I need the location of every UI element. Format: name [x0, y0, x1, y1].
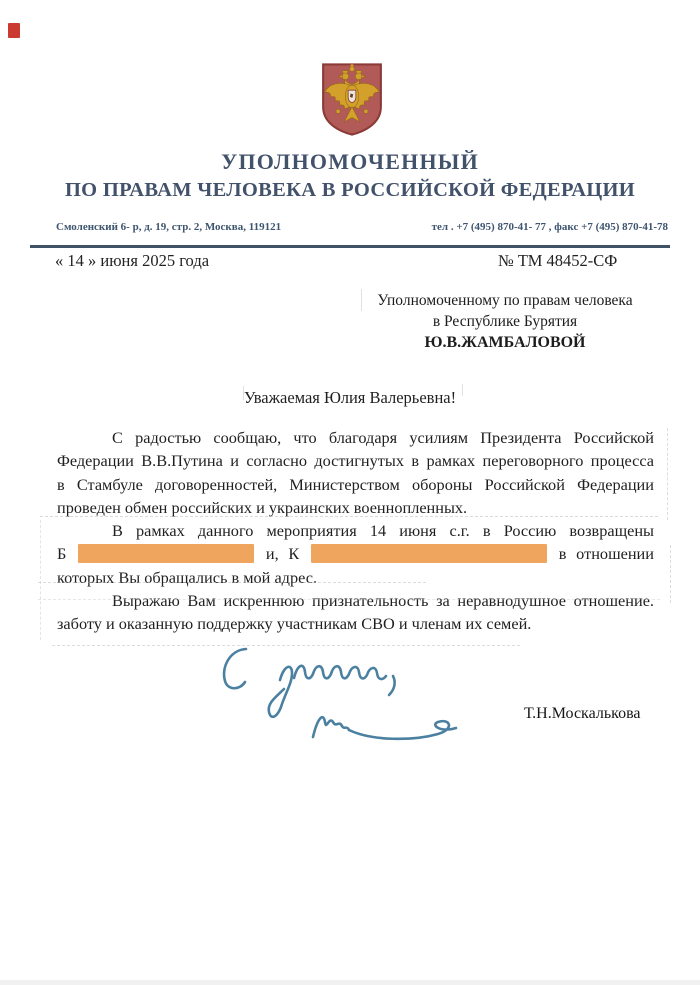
- russian-coat-of-arms-icon: [319, 61, 385, 138]
- letterhead-contact-row: [32, 221, 668, 237]
- letterhead-phone-fax: тел . +7 (495) 870-41- 77 , факс +7 (495) 870-41-78: [431, 221, 668, 233]
- signer-name: Т.Н.Москалькова: [524, 705, 641, 722]
- letter-number: № ТМ 48452-СФ: [498, 251, 618, 270]
- letter-date: « 14 » июня 2025 года: [55, 251, 210, 270]
- scan-artifact: [40, 520, 41, 640]
- recipient-line-2: в Республике Бурятия: [432, 313, 578, 330]
- body-line: которых Вы обращались в мой адрес.: [57, 567, 318, 587]
- redacted-line-suffix: в отношении: [558, 544, 654, 564]
- body-line: В рамках данного мероприятия 14 июня с.г. в Россию возвращены: [112, 521, 654, 541]
- body-line: проведен обмен российских и украинских военнопленных.: [57, 497, 468, 517]
- salutation: Уважаемая Юлия Валерьевна!: [243, 388, 457, 407]
- letterhead-address: Смоленский 6- р, д. 19, стр. 2, Москва, 119121: [56, 221, 282, 233]
- body-line: С радостью сообщаю, что благодаря усилиям Президента Российской: [112, 428, 654, 447]
- redaction-box-2: [311, 544, 547, 563]
- letter-body: [57, 426, 654, 636]
- red-corner-mark: [8, 23, 20, 38]
- redacted-line-middle: и, К: [265, 544, 300, 564]
- letterhead-divider: [30, 245, 670, 248]
- letterhead-title-line2: ПО ПРАВАМ ЧЕЛОВЕКА В РОССИЙСКОЙ ФЕДЕРАЦИИ: [64, 179, 636, 201]
- body-line: заботу и оказанную поддержку участникам СВО и членам их семей.: [57, 614, 532, 634]
- scan-edge: [0, 980, 700, 985]
- body-line: Выражаю Вам искреннюю признательность за неравнодушное отношение.: [112, 591, 654, 611]
- recipient-block: [355, 290, 655, 353]
- redaction-box-1: [78, 544, 254, 563]
- scan-artifact: [667, 428, 668, 520]
- redacted-line-prefix: Б: [57, 544, 67, 564]
- letterhead-title-line1: УПОЛНОМОЧЕННЫЙ: [221, 149, 479, 174]
- scan-artifact: [670, 545, 671, 603]
- body-line-redacted: [57, 542, 654, 565]
- body-line: в Стамбуле договоренностей, Министерством обороны Российской Федерации: [57, 474, 654, 494]
- handwritten-signature-icon: [200, 640, 510, 750]
- recipient-line-1: Уполномоченному по правам человека: [377, 292, 633, 309]
- recipient-name: Ю.В.ЖАМБАЛОВОЙ: [424, 334, 586, 351]
- body-line: Федерации В.В.Путина и согласно достигнутых в рамках переговорного процесса: [57, 451, 654, 471]
